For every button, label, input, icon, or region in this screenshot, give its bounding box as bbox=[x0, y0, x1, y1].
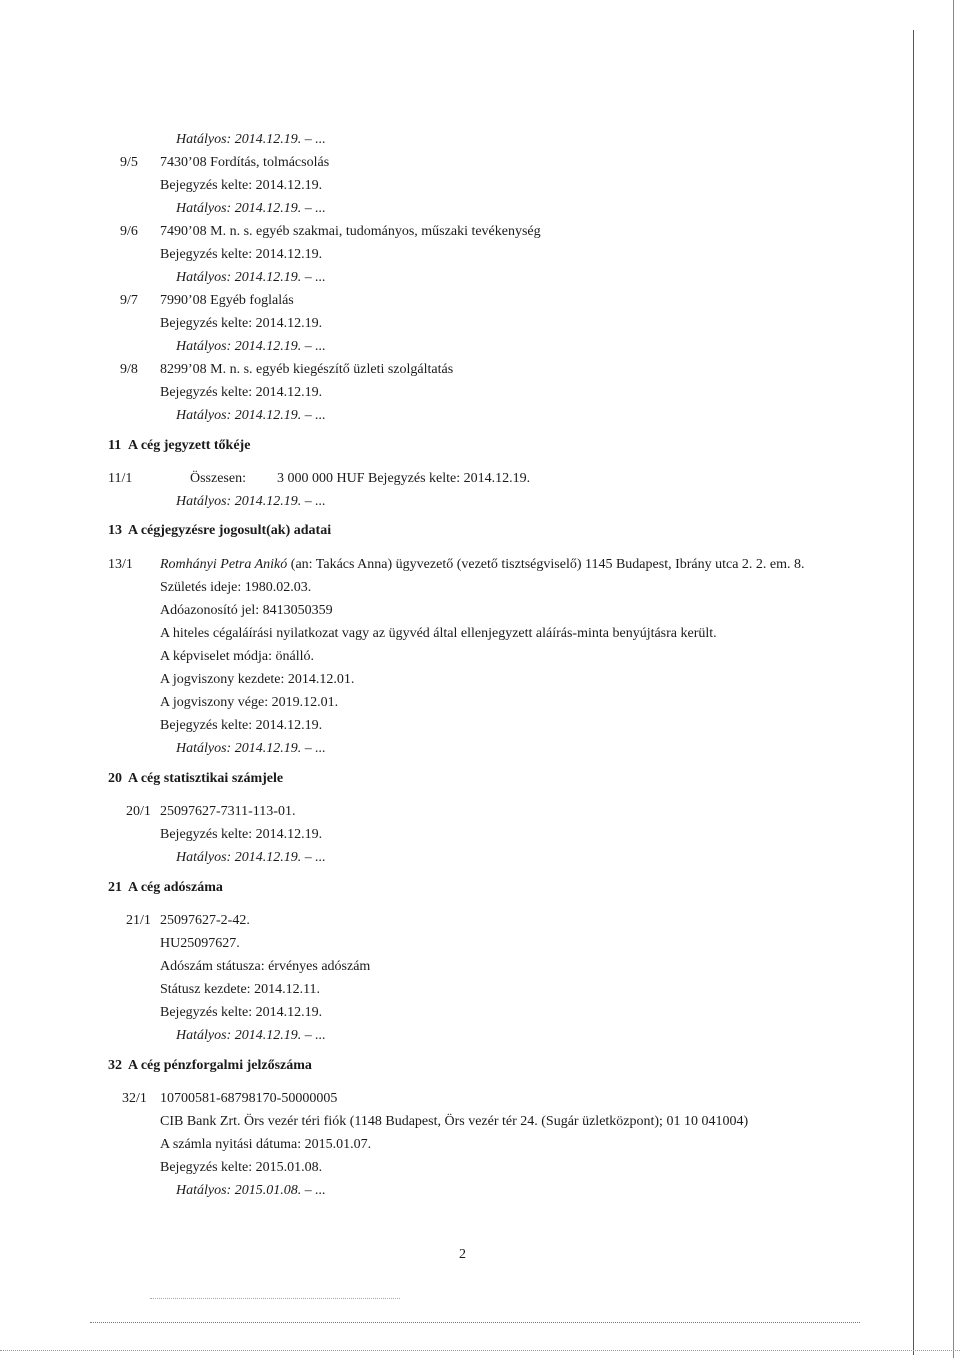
entry-number: 9/6 bbox=[120, 224, 138, 239]
entry-line: 8299’08 M. n. s. egyéb kiegészítő üzleti szolgáltatás bbox=[160, 362, 454, 377]
section-number: 11 bbox=[108, 438, 122, 453]
entry-line: Bejegyzés kelte: 2015.01.08. bbox=[160, 1160, 323, 1175]
section-title: A cég statisztikai számjele bbox=[128, 771, 284, 786]
entry-line: Hatályos: 2015.01.08. – ... bbox=[176, 1183, 326, 1198]
entry-line: A jogviszony vége: 2019.12.01. bbox=[160, 695, 339, 710]
entry-line: Hatályos: 2014.12.19. – ... bbox=[176, 494, 326, 509]
page-number: 2 bbox=[459, 1247, 466, 1262]
entry-line: Bejegyzés kelte: 2014.12.19. bbox=[160, 827, 323, 842]
osszesen-label: Összesen: bbox=[190, 471, 246, 486]
entry-line: 10700581-68798170-50000005 bbox=[160, 1091, 338, 1106]
entry-line: Bejegyzés kelte: 2014.12.19. bbox=[160, 1005, 323, 1020]
entry-line: 25097627-2-42. bbox=[160, 913, 250, 928]
entry-line: Bejegyzés kelte: 2014.12.19. bbox=[160, 316, 323, 331]
entry-line: Adóazonosító jel: 8413050359 bbox=[160, 603, 333, 618]
entry-line: A képviselet módja: önálló. bbox=[160, 649, 314, 664]
entry-number: 11/1 bbox=[108, 471, 133, 486]
entry-line: Státusz kezdete: 2014.12.11. bbox=[160, 982, 321, 997]
entry-line: A számla nyitási dátuma: 2015.01.07. bbox=[160, 1137, 372, 1152]
entry-number: 21/1 bbox=[126, 913, 151, 928]
entry-line: HU25097627. bbox=[160, 936, 240, 951]
entry-line: Adószám státusza: érvényes adószám bbox=[160, 959, 371, 974]
entry-line: Bejegyzés kelte: 2014.12.19. bbox=[160, 178, 323, 193]
capital-amount: 3 000 000 HUF bbox=[277, 471, 365, 486]
entry-line: 25097627-7311-113-01. bbox=[160, 804, 296, 819]
entry-line: 7490’08 M. n. s. egyéb szakmai, tudományos, műszaki tevékenység bbox=[160, 224, 541, 239]
section-number: 20 bbox=[108, 771, 122, 786]
entry-line: Születés ideje: 1980.02.03. bbox=[160, 580, 312, 595]
section-title: A cég pénzforgalmi jelzőszáma bbox=[128, 1058, 312, 1073]
scan-noise-dots bbox=[90, 1322, 860, 1323]
entry-line: Bejegyzés kelte: 2014.12.19. bbox=[160, 385, 323, 400]
entry-line: CIB Bank Zrt. Örs vezér téri fiók (1148 Budapest, Örs vezér tér 24. (Sugár üzletközpont); 01 10 041004) bbox=[160, 1114, 749, 1129]
entry-number: 32/1 bbox=[122, 1091, 147, 1106]
representative-line bbox=[160, 556, 805, 574]
entry-line: Hatályos: 2014.12.19. – ... bbox=[176, 132, 326, 147]
entry-line: A jogviszony kezdete: 2014.12.01. bbox=[160, 672, 355, 687]
entry-line: Hatályos: 2014.12.19. – ... bbox=[176, 1028, 326, 1043]
entry-line: Bejegyzés kelte: 2014.12.19. bbox=[368, 471, 531, 486]
scan-noise-dots bbox=[150, 1298, 400, 1299]
entry-line: 7990’08 Egyéb foglalás bbox=[160, 293, 294, 308]
entry-line: Hatályos: 2014.12.19. – ... bbox=[176, 741, 326, 756]
section-title: A cég jegyzett tőkéje bbox=[128, 438, 251, 453]
entry-number: 13/1 bbox=[108, 557, 133, 572]
entry-number: 9/8 bbox=[120, 362, 138, 377]
entry-line: Hatályos: 2014.12.19. – ... bbox=[176, 850, 326, 865]
scan-noise-dots bbox=[0, 1350, 960, 1351]
scan-edge-line bbox=[913, 30, 914, 1355]
entry-number: 20/1 bbox=[126, 804, 151, 819]
section-number: 21 bbox=[108, 880, 122, 895]
entry-number: 9/5 bbox=[120, 155, 138, 170]
section-number: 13 bbox=[108, 523, 122, 538]
entry-line: A hiteles cégaláírási nyilatkozat vagy az ügyvéd által ellenjegyzett aláírás-minta benyújtásra került. bbox=[160, 626, 717, 641]
entry-line: 7430’08 Fordítás, tolmácsolás bbox=[160, 155, 330, 170]
entry-line: Bejegyzés kelte: 2014.12.19. bbox=[160, 247, 323, 262]
section-title: A cégjegyzésre jogosult(ak) adatai bbox=[128, 523, 332, 538]
representative-role: (an: Takács Anna) ügyvezető (vezető tisztségviselő) 1145 Budapest, Ibrány utca 2. 2. em. 8. bbox=[290, 557, 805, 572]
entry-line: Hatályos: 2014.12.19. – ... bbox=[176, 270, 326, 285]
section-number: 32 bbox=[108, 1058, 122, 1073]
entry-line: Hatályos: 2014.12.19. – ... bbox=[176, 201, 326, 216]
entry-line: Hatályos: 2014.12.19. – ... bbox=[176, 408, 326, 423]
representative-name: Romhányi Petra Anikó bbox=[160, 557, 288, 572]
entry-number: 9/7 bbox=[120, 293, 138, 308]
entry-line: Hatályos: 2014.12.19. – ... bbox=[176, 339, 326, 354]
section-title: A cég adószáma bbox=[128, 880, 223, 895]
scan-edge-line bbox=[953, 0, 954, 1358]
entry-line: Bejegyzés kelte: 2014.12.19. bbox=[160, 718, 323, 733]
